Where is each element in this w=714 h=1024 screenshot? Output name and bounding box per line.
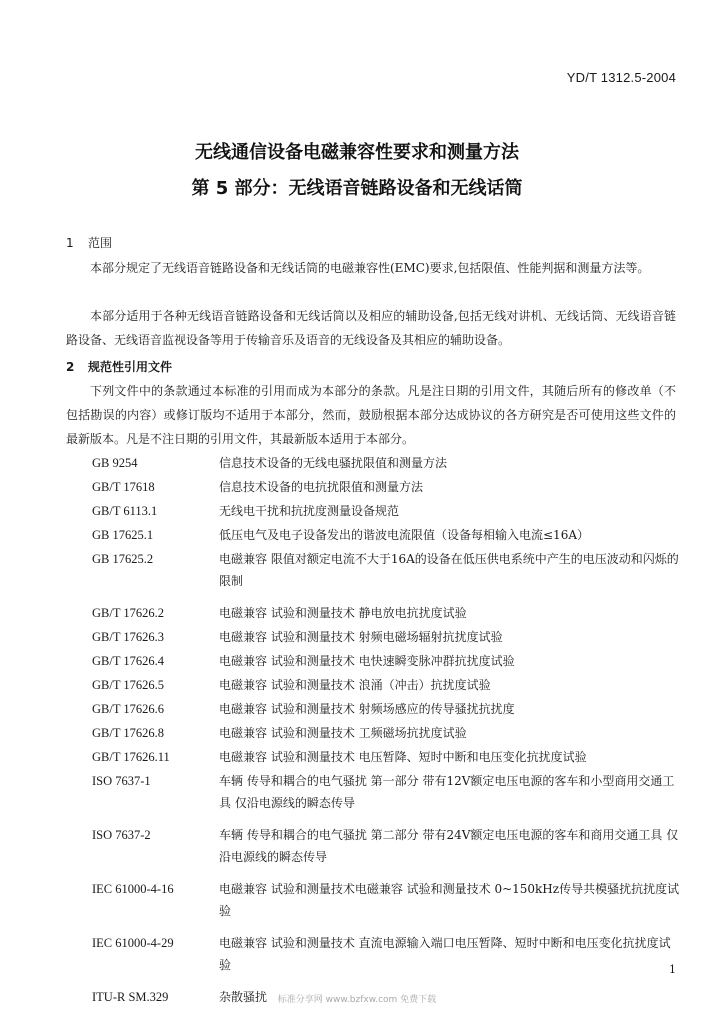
reference-item [92,602,682,624]
reference-title: 电磁兼容 试验和测量技术电磁兼容 试验和测量技术 0~150kHz传导共模骚扰抗扰度试验 [219,882,680,918]
reference-title: 电磁兼容 试验和测量技术 静电放电抗扰度试验 [219,606,467,620]
reference-code: GB/T 17618 [92,480,155,494]
references-intro-paragraph: 下列文件中的条款通过本标准的引用而成为本部分的条款。凡是注日期的引用文件，其随后所有的修改单（不包括勘误的内容）或修订版均不适用于本部分，然而，鼓励根据本部分达成协议的各方研究是否可使用这些文件的最新版本。凡是不注日期的引用文件，其最新版本适用于本部分。 [66,384,676,446]
reference-item [92,524,682,546]
reference-list [92,452,682,1010]
reference-title: 电磁兼容 试验和测量技术 直流电源输入端口电压暂降、短时中断和电压变化抗扰度试验 [219,936,671,972]
reference-code: GB/T 17626.11 [92,750,170,764]
reference-item [92,650,682,672]
reference-title: 电磁兼容 试验和测量技术 射频电磁场辐射抗扰度试验 [219,630,503,644]
reference-title: 杂散骚扰 [219,990,268,1004]
reference-code: GB 17625.2 [92,552,154,566]
reference-code: GB/T 17626.3 [92,630,164,644]
reference-code: GB/T 17626.2 [92,606,164,620]
reference-code: IEC 61000-4-16 [92,882,174,896]
reference-item [92,476,682,498]
reference-item [92,626,682,648]
reference-title: 电磁兼容 限值对额定电流不大于16A的设备在低压供电系统中产生的电压波动和闪烁的限制 [219,552,679,588]
standard-code: YD/T 1312.5-2004 [566,70,676,85]
reference-code: ISO 7637-2 [92,828,151,842]
reference-item [92,452,682,474]
reference-title: 电磁兼容 试验和测量技术 浪涌（冲击）抗扰度试验 [219,678,491,692]
section-title: 范围 [88,236,113,250]
section-1-heading [66,234,112,251]
document-title-line1: 无线通信设备电磁兼容性要求和测量方法 [195,142,519,163]
reference-code: GB 9254 [92,456,138,470]
reference-item [92,548,682,592]
reference-code: GB/T 17626.6 [92,702,164,716]
reference-item [92,722,682,744]
reference-code: GB/T 6113.1 [92,504,158,518]
reference-title: 电磁兼容 试验和测量技术 电快速瞬变脉冲群抗扰度试验 [219,654,515,668]
reference-title: 信息技术设备的电抗扰限值和测量方法 [219,480,424,494]
section-number: 1 [66,236,74,250]
reference-item [92,932,682,976]
reference-title: 低压电气及电子设备发出的谐波电流限值（设备每相输入电流≤16A） [219,528,589,542]
scope-paragraph-2: 本部分适用于各种无线语音链路设备和无线话筒以及相应的辅助设备,包括无线对讲机、无线话筒、无线语音链路设备、无线语音监视设备等用于传输音乐及语音的无线设备及其相应的辅助设备。 [66,309,676,347]
reference-title: 电磁兼容 试验和测量技术 工频磁场抗扰度试验 [219,726,467,740]
reference-title: 信息技术设备的无线电骚扰限值和测量方法 [219,456,448,470]
reference-title: 车辆 传导和耦合的电气骚扰 第一部分 带有12V额定电压电源的客车和小型商用交通工具 仅沿电源线的瞬态传导 [219,774,675,810]
reference-item [92,878,682,922]
reference-code: GB 17625.1 [92,528,154,542]
watermark-text: 标准分享网 www.bzfxw.com 免费下载 [277,995,437,1005]
section-title: 规范性引用文件 [88,360,173,374]
reference-title: 车辆 传导和耦合的电气骚扰 第二部分 带有24V额定电压电源的客车和商用交通工具 仅沿电源线的瞬态传导 [219,828,679,864]
reference-code: GB/T 17626.4 [92,654,164,668]
reference-item [92,770,682,814]
reference-item [92,674,682,696]
section-2-heading [66,358,172,375]
reference-title: 无线电干扰和抗扰度测量设备规范 [219,504,400,518]
reference-code: IEC 61000-4-29 [92,936,174,950]
document-title-line2: 第 5 部分：无线语音链路设备和无线话筒 [191,178,523,199]
reference-title: 电磁兼容 试验和测量技术 电压暂降、短时中断和电压变化抗扰度试验 [219,750,587,764]
section-number: 2 [66,360,75,374]
reference-item [92,824,682,868]
reference-code: GB/T 17626.5 [92,678,164,692]
reference-title: 电磁兼容 试验和测量技术 射频场感应的传导骚扰抗扰度 [219,702,515,716]
reference-item [92,698,682,720]
scope-paragraph-1: 本部分规定了无线语音链路设备和无线话筒的电磁兼容性(EMC)要求,包括限值、性能判据和测量方法等。 [90,261,650,275]
reference-item [92,746,682,768]
reference-code: ITU-R SM.329 [92,990,169,1004]
reference-code: GB/T 17626.8 [92,726,164,740]
reference-item [92,500,682,522]
page-number: 1 [669,963,676,976]
reference-code: ISO 7637-1 [92,774,151,788]
